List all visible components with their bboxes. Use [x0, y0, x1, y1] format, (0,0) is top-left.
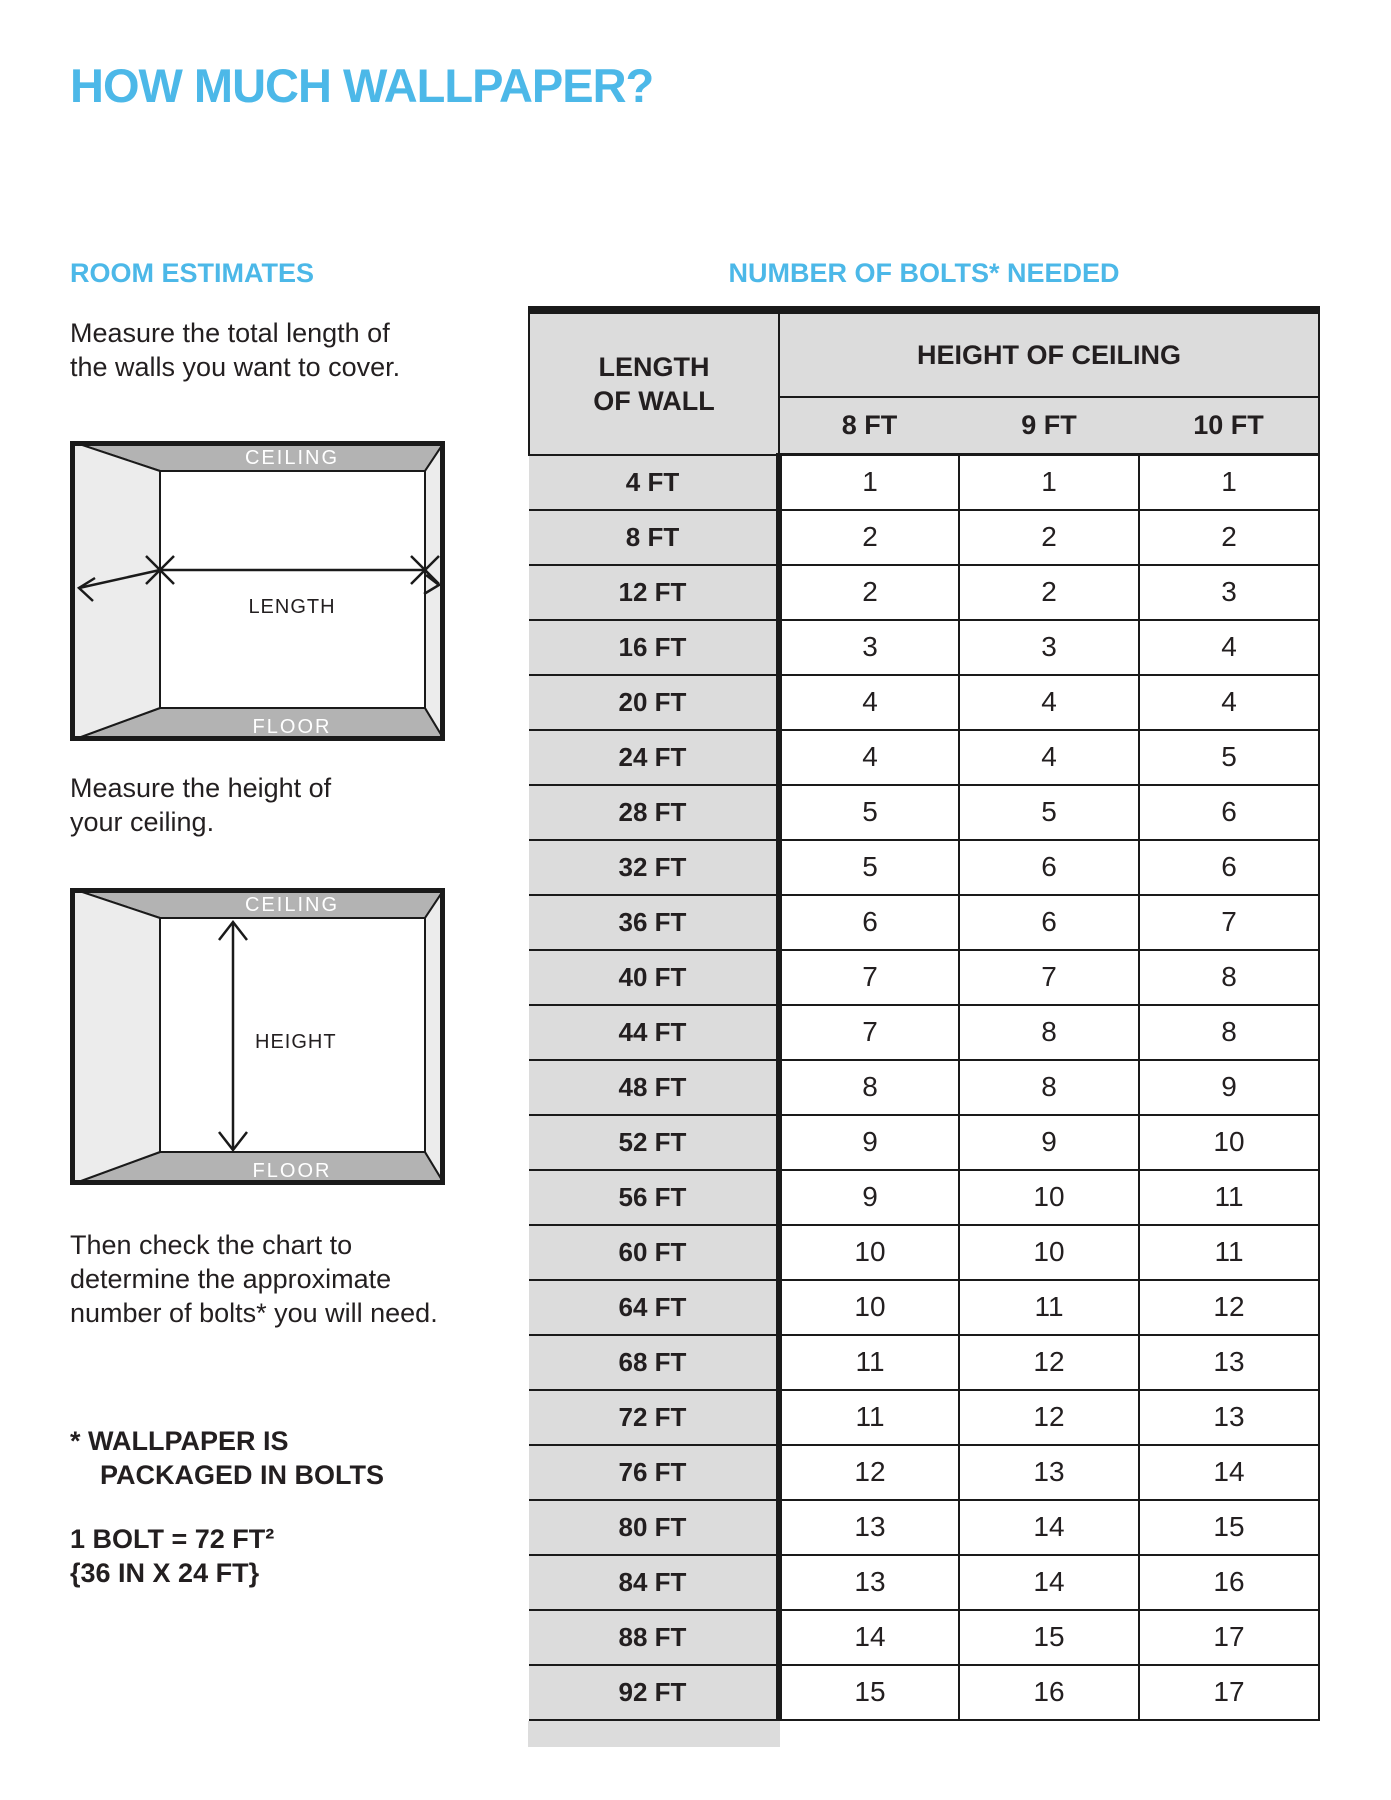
instruction-step-2-line-2: your ceiling.	[70, 807, 215, 837]
bolts-table-body	[529, 455, 1319, 1720]
row-label: 4 FT	[529, 455, 779, 510]
row-label: 56 FT	[529, 1170, 779, 1225]
instruction-step-3-line-3: number of bolts* you will need.	[70, 1298, 438, 1328]
row-label: 80 FT	[529, 1500, 779, 1555]
bolt-cell: 8	[1139, 1005, 1319, 1060]
bolt-cell: 1	[959, 455, 1139, 510]
table-row	[529, 1335, 1319, 1390]
row-label: 76 FT	[529, 1445, 779, 1500]
bolt-cell: 13	[779, 1500, 959, 1555]
row-label: 32 FT	[529, 840, 779, 895]
table-row	[529, 785, 1319, 840]
bolt-cell: 2	[779, 510, 959, 565]
table-row	[529, 675, 1319, 730]
instruction-step-1	[70, 316, 400, 384]
bolt-cell: 14	[779, 1610, 959, 1665]
row-label: 12 FT	[529, 565, 779, 620]
table-row	[529, 1225, 1319, 1280]
bolt-definition-line-1: 1 BOLT = 72 FT²	[70, 1524, 275, 1554]
bolt-cell: 10	[959, 1170, 1139, 1225]
bolt-cell: 6	[1139, 785, 1319, 840]
instruction-step-3	[70, 1228, 438, 1330]
bolt-cell: 2	[1139, 510, 1319, 565]
row-label: 16 FT	[529, 620, 779, 675]
row-label: 40 FT	[529, 950, 779, 1005]
table-row	[529, 1445, 1319, 1500]
bolt-cell: 8	[1139, 950, 1319, 1005]
bolt-cell: 12	[779, 1445, 959, 1500]
table-row	[529, 895, 1319, 950]
row-label: 20 FT	[529, 675, 779, 730]
bolts-table-container	[528, 306, 1320, 1747]
bolt-cell: 17	[1139, 1610, 1319, 1665]
table-row	[529, 1500, 1319, 1555]
bolt-cell: 2	[959, 565, 1139, 620]
table-row	[529, 840, 1319, 895]
bolts-footnote	[70, 1424, 384, 1492]
table-row	[529, 510, 1319, 565]
table-row	[529, 1060, 1319, 1115]
length-of-wall-header	[529, 310, 779, 455]
length-label: LENGTH	[248, 596, 336, 618]
bolt-cell: 10	[959, 1225, 1139, 1280]
table-row	[529, 1170, 1319, 1225]
row-label: 92 FT	[529, 1665, 779, 1720]
bolts-table	[528, 306, 1320, 1721]
bolt-cell: 13	[1139, 1390, 1319, 1445]
bolt-cell: 15	[1139, 1500, 1319, 1555]
bolt-definition	[70, 1522, 274, 1590]
bolt-cell: 4	[779, 730, 959, 785]
bolt-cell: 17	[1139, 1665, 1319, 1720]
row-label: 52 FT	[529, 1115, 779, 1170]
column-header-9ft: 9 FT	[959, 397, 1139, 455]
bolt-cell: 14	[959, 1555, 1139, 1610]
bolt-cell: 12	[1139, 1280, 1319, 1335]
table-row	[529, 730, 1319, 785]
bolt-cell: 8	[779, 1060, 959, 1115]
instruction-step-1-line-2: the walls you want to cover.	[70, 352, 401, 382]
bolts-footnote-line-2: PACKAGED IN BOLTS	[100, 1460, 385, 1490]
bolt-cell: 4	[779, 675, 959, 730]
back-wall	[160, 471, 425, 708]
length-of-wall-header-line-1: LENGTH	[598, 351, 710, 382]
bolt-cell: 5	[779, 840, 959, 895]
bolt-cell: 3	[779, 620, 959, 675]
instruction-step-2	[70, 771, 331, 839]
bolt-cell: 4	[959, 675, 1139, 730]
height-label: HEIGHT	[255, 1031, 337, 1053]
table-title: NUMBER OF BOLTS* NEEDED	[728, 258, 1120, 288]
table-bottom-gray-tab	[528, 1721, 780, 1747]
section-heading-room-estimates: ROOM ESTIMATES	[70, 258, 315, 288]
bolt-cell: 13	[959, 1445, 1139, 1500]
bolt-cell: 16	[959, 1665, 1139, 1720]
bolt-cell: 11	[959, 1280, 1139, 1335]
bolt-cell: 10	[1139, 1115, 1319, 1170]
table-row	[529, 565, 1319, 620]
row-label: 28 FT	[529, 785, 779, 840]
instruction-step-3-line-2: determine the approximate	[70, 1264, 392, 1294]
bolt-cell: 7	[779, 1005, 959, 1060]
bolt-cell: 5	[959, 785, 1139, 840]
bolt-cell: 14	[959, 1500, 1139, 1555]
row-label: 72 FT	[529, 1390, 779, 1445]
bolt-cell: 5	[779, 785, 959, 840]
bolt-cell: 15	[959, 1610, 1139, 1665]
row-label: 48 FT	[529, 1060, 779, 1115]
column-header-10ft: 10 FT	[1139, 397, 1319, 455]
bolt-definition-line-2: {36 IN X 24 FT}	[70, 1558, 260, 1588]
bolt-cell: 4	[1139, 675, 1319, 730]
bolt-cell: 9	[959, 1115, 1139, 1170]
table-row	[529, 1005, 1319, 1060]
table-row	[529, 455, 1319, 510]
bolt-cell: 10	[779, 1280, 959, 1335]
table-row	[529, 1610, 1319, 1665]
bolt-cell: 8	[959, 1060, 1139, 1115]
bolt-cell: 8	[959, 1005, 1139, 1060]
bolt-cell: 12	[959, 1390, 1139, 1445]
bolt-cell: 6	[959, 895, 1139, 950]
bolt-cell: 6	[959, 840, 1139, 895]
bolt-cell: 7	[959, 950, 1139, 1005]
bolt-cell: 9	[779, 1170, 959, 1225]
room-height-diagram	[70, 888, 445, 1185]
bolt-cell: 10	[779, 1225, 959, 1280]
column-header-8ft: 8 FT	[779, 397, 959, 455]
left-wall-panel	[70, 888, 160, 1185]
floor-label: FLOOR	[252, 716, 332, 738]
bolt-cell: 2	[779, 565, 959, 620]
bolt-cell: 6	[1139, 840, 1319, 895]
instruction-step-1-line-1: Measure the total length of	[70, 318, 390, 348]
bolt-cell: 3	[1139, 565, 1319, 620]
bolt-cell: 1	[779, 455, 959, 510]
row-label: 8 FT	[529, 510, 779, 565]
bolt-cell: 11	[1139, 1225, 1319, 1280]
row-label: 64 FT	[529, 1280, 779, 1335]
row-label: 88 FT	[529, 1610, 779, 1665]
table-row	[529, 1665, 1319, 1720]
bolt-cell: 14	[1139, 1445, 1319, 1500]
row-label: 44 FT	[529, 1005, 779, 1060]
bolt-cell: 1	[1139, 455, 1319, 510]
bolt-cell: 3	[959, 620, 1139, 675]
bolt-cell: 4	[1139, 620, 1319, 675]
bolt-cell: 16	[1139, 1555, 1319, 1610]
bolt-cell: 11	[1139, 1170, 1319, 1225]
bolt-cell: 4	[959, 730, 1139, 785]
instruction-step-3-line-1: Then check the chart to	[70, 1230, 353, 1260]
table-row	[529, 1280, 1319, 1335]
row-label: 68 FT	[529, 1335, 779, 1390]
instruction-step-2-line-1: Measure the height of	[70, 773, 332, 803]
row-label: 84 FT	[529, 1555, 779, 1610]
room-length-diagram	[70, 441, 445, 741]
table-row	[529, 1115, 1319, 1170]
bolt-cell: 5	[1139, 730, 1319, 785]
table-row	[529, 1555, 1319, 1610]
table-row	[529, 950, 1319, 1005]
row-label: 36 FT	[529, 895, 779, 950]
bolt-cell: 13	[1139, 1335, 1319, 1390]
height-of-ceiling-header: HEIGHT OF CEILING	[779, 310, 1319, 397]
bolt-cell: 9	[779, 1115, 959, 1170]
row-label: 60 FT	[529, 1225, 779, 1280]
bolt-cell: 7	[779, 950, 959, 1005]
table-row	[529, 620, 1319, 675]
ceiling-label: CEILING	[244, 447, 340, 469]
bolt-cell: 13	[779, 1555, 959, 1610]
length-of-wall-header-line-2: OF WALL	[593, 385, 715, 416]
bolt-cell: 15	[779, 1665, 959, 1720]
ceiling-label: CEILING	[244, 894, 340, 916]
page-title: HOW MUCH WALLPAPER?	[70, 59, 654, 112]
bolts-footnote-line-1: * WALLPAPER IS	[70, 1426, 289, 1456]
bolt-cell: 11	[779, 1335, 959, 1390]
table-row	[529, 1390, 1319, 1445]
bolt-cell: 11	[779, 1390, 959, 1445]
floor-label: FLOOR	[252, 1160, 332, 1182]
row-label: 24 FT	[529, 730, 779, 785]
bolt-cell: 2	[959, 510, 1139, 565]
bolt-cell: 12	[959, 1335, 1139, 1390]
bolt-cell: 7	[1139, 895, 1319, 950]
bolt-cell: 9	[1139, 1060, 1319, 1115]
bolt-cell: 6	[779, 895, 959, 950]
